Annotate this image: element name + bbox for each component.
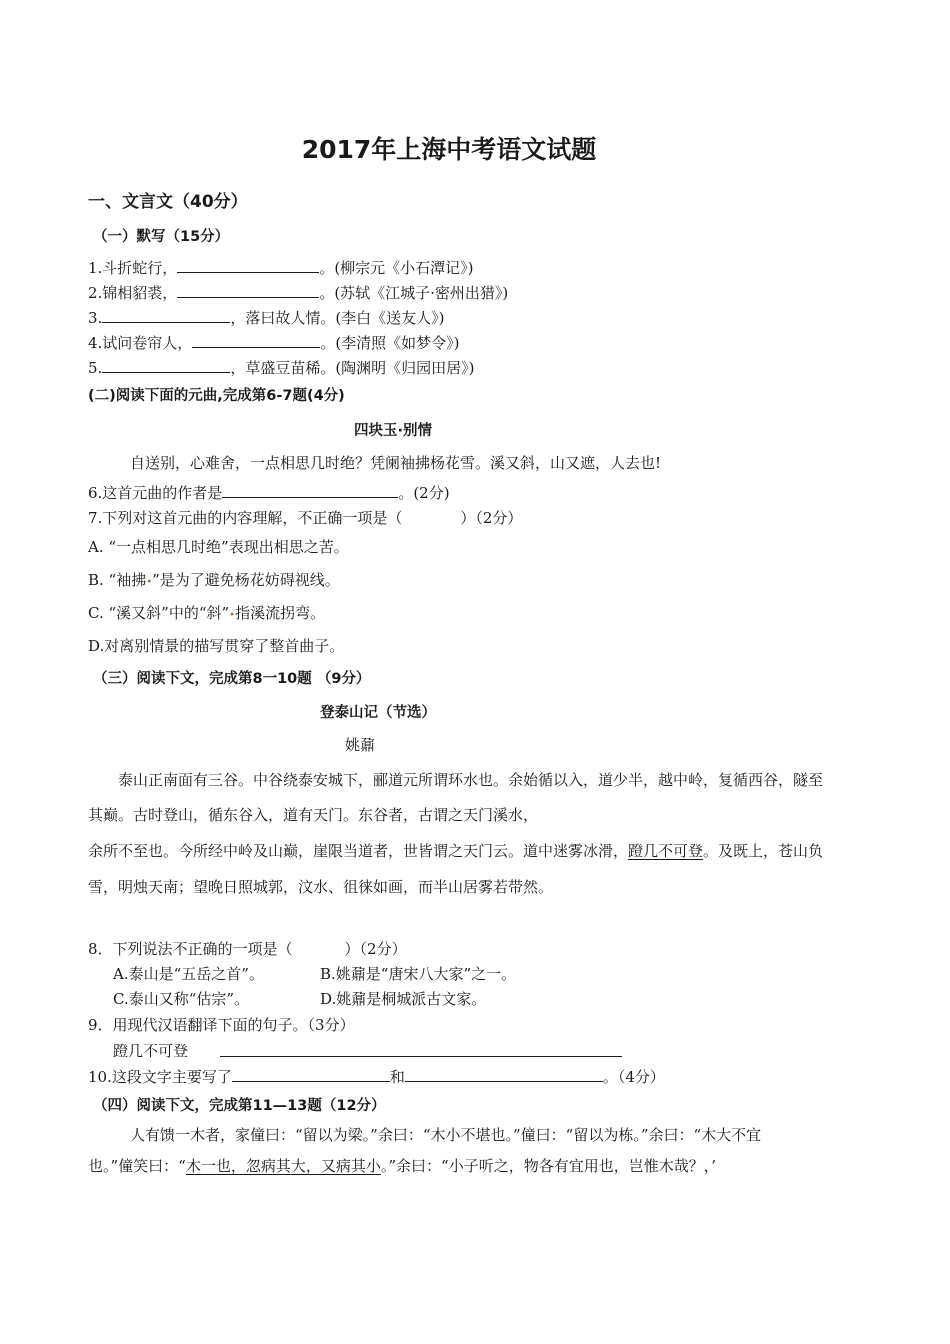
question-10: [88, 1066, 665, 1087]
question-8-text: 8．下列说法不正确的一项是（: [88, 940, 293, 958]
passage2-line-2: [88, 1156, 716, 1176]
question-7: [88, 508, 522, 528]
underlined-sentence: 木一也，忽病其大，又病其小: [185, 1157, 381, 1175]
question-3: [88, 307, 445, 328]
option-c: [88, 603, 325, 626]
question-9-answer-line[interactable]: [220, 1041, 622, 1057]
question-8-option-c: C.泰山又称“估宗”。: [113, 990, 250, 1008]
underlined-sentence: 蹬几不可登: [628, 842, 704, 860]
question-7-points: ）（2分）: [460, 509, 523, 527]
question-5-source: ，草盛豆苗稀。(陶渊明《归园田居》): [230, 359, 475, 377]
part3-heading: （三）阅读下文，完成第8一10题 （9分）: [93, 671, 371, 687]
passage-line-3: [88, 841, 823, 861]
poem-title: 四块玉·别情: [353, 423, 432, 439]
question-1-source: 。(柳宗元《小石潭记》): [319, 259, 474, 277]
part2-heading: (二)阅读下面的元曲,完成第6-7题(4分): [88, 388, 345, 404]
question-4-text: 4.试问卷帘人，: [88, 334, 193, 352]
passage-line-1: 泰山正南面有三谷。中谷绕泰安城下，郦道元所谓环水也。余始循以入，道少半，越中岭，复循西谷，隧至: [118, 771, 824, 789]
option-d: D.对离别情景的描写贯穿了整首曲子。: [88, 637, 345, 655]
question-2-blank[interactable]: [177, 282, 319, 298]
option-b-text-end: ”是为了避免杨花妨碍视线。: [152, 571, 340, 589]
question-9: 9．用现代汉语翻译下面的句子。（3分）: [88, 1016, 355, 1034]
question-10-points: 。（4分）: [602, 1068, 665, 1086]
page-title: 2017年上海中考语文试题: [301, 135, 597, 164]
part4-heading: （四）阅读下文，完成第11—13题（12分）: [93, 1098, 386, 1114]
part1-heading: （一）默写（15分）: [93, 229, 230, 245]
emphasis-dot: •: [146, 577, 153, 588]
question-10-text: 10.这段文字主要写了: [88, 1068, 232, 1086]
passage2-line-1: 人有馈一木者，家僮曰：“留以为梁。”余曰：“木小不堪也。”僮曰：“留以为栋。”余曰：“木大不宜: [130, 1126, 762, 1144]
passage2-line-2-text: 也。”僮笑曰：“: [88, 1157, 186, 1175]
question-10-blank-2[interactable]: [405, 1066, 603, 1082]
option-b-text-start: B. “袖拂: [88, 571, 147, 589]
question-8: [88, 939, 407, 959]
question-8-option-b: B.姚鼐是“唐宋八大家”之一。: [320, 965, 517, 983]
section-heading-classical-chinese: 一、文言文（40分）: [88, 192, 248, 212]
question-3-text: 3.: [88, 309, 103, 327]
passage-line-3-text: 余所不至也。今所经中岭及山巅，崖限当道者，世皆谓之天门云。道中迷雾冰滑，: [88, 842, 629, 860]
question-5-blank[interactable]: [102, 357, 230, 373]
question-4: [88, 332, 460, 353]
question-3-source: ，落曰故人情。(李白《送友人》): [230, 309, 445, 327]
passage-line-3-end: 。及既上，苍山负: [703, 842, 824, 860]
poem-text: 自送别，心难舍，一点相思几时绝？凭阑袖拂杨花雪。溪又斜，山又遮，人去也!: [130, 454, 662, 472]
question-6-points: 。(2分): [398, 484, 450, 502]
question-10-blank-1[interactable]: [232, 1066, 390, 1082]
question-6-blank[interactable]: [222, 482, 398, 498]
text-author: 姚鼐: [345, 736, 376, 754]
question-2-source: 。(苏轼《江城子·密州出猎》): [319, 284, 509, 302]
question-4-source: 。(李清照《如梦令》): [320, 334, 460, 352]
option-b: [88, 570, 340, 593]
question-8-option-a: A.泰山是“五岳之首”。: [113, 965, 264, 983]
question-5: [88, 357, 475, 378]
passage-line-2: 其巅。古时登山，循东谷入，道有天门。东谷者，古谓之天门溪水，: [88, 806, 539, 824]
question-3-blank[interactable]: [102, 307, 230, 323]
emphasis-dot: •: [229, 610, 236, 621]
text-title: 登泰山记（节选）: [320, 705, 436, 721]
question-2-text: 2.锦相貂裘，: [88, 284, 178, 302]
question-4-blank[interactable]: [192, 332, 320, 348]
question-1-blank[interactable]: [177, 257, 319, 273]
question-8-points: ）（2分）: [344, 940, 407, 958]
option-c-text-end: 指溪流拐弯。: [235, 604, 326, 622]
question-6: [88, 482, 450, 503]
question-1-text: 1.斗折蛇行，: [88, 259, 178, 277]
option-c-text-start: C. “溪又斜”中的“斜”: [88, 604, 230, 622]
question-1: [88, 257, 474, 278]
question-8-option-d: D.姚鼐是桐城派古文家。: [320, 990, 487, 1008]
question-7-text: 7.下列对这首元曲的内容理解，不正确一项是（: [88, 509, 403, 527]
question-10-connector: 和: [389, 1068, 405, 1086]
question-6-text: 6.这首元曲的作者是: [88, 484, 223, 502]
passage2-line-2-end: 。”余曰：“小子听之，物各有宜用也，岂惟木哉？，’: [380, 1157, 716, 1175]
passage-line-4: 雪，明烛天南；望晚日照城郭，汶水、徂徕如画，而半山居雾若带然。: [88, 878, 554, 896]
question-5-text: 5.: [88, 359, 103, 377]
option-a: A. “一点相思几时绝”表现出相思之苦。: [88, 538, 349, 556]
question-2: [88, 282, 508, 303]
question-9-sentence: 蹬几不可登: [113, 1042, 189, 1060]
